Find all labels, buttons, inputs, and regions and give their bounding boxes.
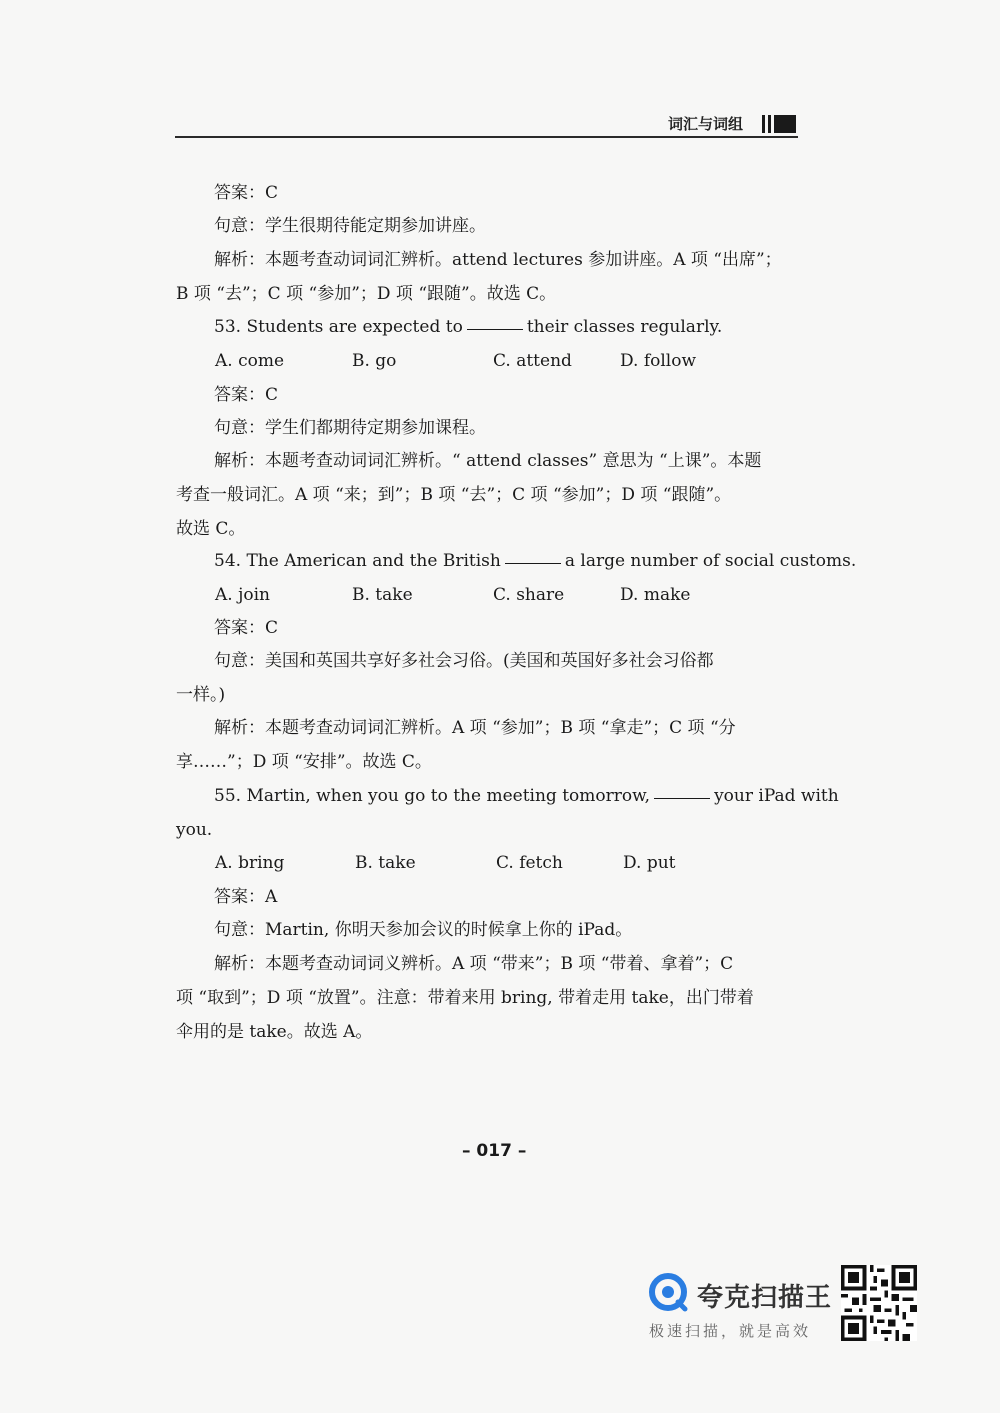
question-53 — [214, 316, 722, 338]
analysis-54: 解析：本题考查动词词汇辨析。A 项 “参加”；B 项 “拿走”；C 项 “分 — [214, 718, 736, 738]
question-55 — [214, 785, 839, 807]
analysis-53-cont2: 故选 C。 — [176, 519, 246, 539]
question-55-rest: your iPad with — [714, 786, 839, 806]
meaning-54: 句意：美国和英国共享好多社会习俗。(美国和英国好多社会习俗都 — [214, 651, 714, 671]
question-53-rest: their classes regularly. — [526, 317, 723, 337]
option-55-b: B. take — [355, 853, 416, 873]
meaning-52: 句意：学生很期待能定期参加讲座。 — [214, 216, 486, 236]
question-54 — [214, 550, 856, 572]
analysis-55-cont: 项 “取到”；D 项 “放置”。注意：带着来用 bring, 带着走用 take，出门带着 — [176, 988, 754, 1008]
question-55-stem: 55. Martin, when you go to the meeting tomorrow, — [214, 786, 651, 806]
qr-code-icon — [838, 1265, 920, 1341]
answer-54: 答案：C — [214, 618, 279, 638]
scanner-logo-icon — [648, 1272, 688, 1312]
answer-52: 答案：C — [214, 183, 279, 203]
analysis-55: 解析：本题考查动词词义辨析。A 项 “带来”；B 项 “带着、拿着”；C — [214, 954, 734, 974]
analysis-55-cont2: 伞用的是 take。故选 A。 — [176, 1022, 373, 1042]
meaning-53: 句意：学生们都期待定期参加课程。 — [214, 418, 486, 438]
analysis-52: 解析：本题考查动词词汇辨析。attend lectures 参加讲座。A 项 “出席”； — [214, 250, 782, 270]
running-header-title: 词汇与词组 — [668, 115, 744, 133]
question-55-cont: you. — [176, 820, 213, 840]
meaning-55: 句意：Martin, 你明天参加会议的时候拿上你的 iPad。 — [214, 920, 633, 940]
option-55-d: D. put — [623, 853, 676, 873]
option-53-b: B. go — [352, 351, 397, 371]
option-53-a: A. come — [215, 351, 285, 371]
option-53-c: C. attend — [493, 351, 572, 371]
answer-blank — [505, 553, 561, 564]
question-53-stem: 53. Students are expected to — [214, 317, 463, 337]
answer-55: 答案：A — [214, 887, 278, 907]
answer-blank — [467, 319, 523, 330]
scanner-slogan: 极速扫描，就是高效 — [649, 1322, 812, 1340]
answer-53: 答案：C — [214, 385, 279, 405]
scanner-brand-name: 夸克扫描王 — [697, 1283, 833, 1313]
question-54-rest: a large number of social customs. — [564, 551, 857, 571]
option-54-b: B. take — [352, 585, 413, 605]
answer-blank — [654, 788, 710, 799]
analysis-53-cont: 考查一般词汇。A 项 “来；到”；B 项 “去”；C 项 “参加”；D 项 “跟随”。 — [176, 485, 732, 505]
analysis-53: 解析：本题考查动词词汇辨析。“ attend classes” 意思为 “上课”。本题 — [214, 451, 762, 471]
option-54-a: A. join — [215, 585, 270, 605]
option-55-c: C. fetch — [496, 853, 563, 873]
page-number: – 017 – — [462, 1141, 527, 1161]
option-54-d: D. make — [620, 585, 691, 605]
option-53-d: D. follow — [620, 351, 697, 371]
header-bar-mark — [762, 115, 802, 133]
header-rule — [175, 136, 798, 138]
meaning-54-cont: 一样。) — [176, 685, 226, 705]
analysis-54-cont: 享……”；D 项 “安排”。故选 C。 — [176, 752, 432, 772]
option-55-a: A. bring — [215, 853, 285, 873]
question-54-stem: 54. The American and the British — [214, 551, 501, 571]
option-54-c: C. share — [493, 585, 565, 605]
analysis-52-cont: B 项 “去”；C 项 “参加”；D 项 “跟随”。故选 C。 — [176, 284, 557, 304]
